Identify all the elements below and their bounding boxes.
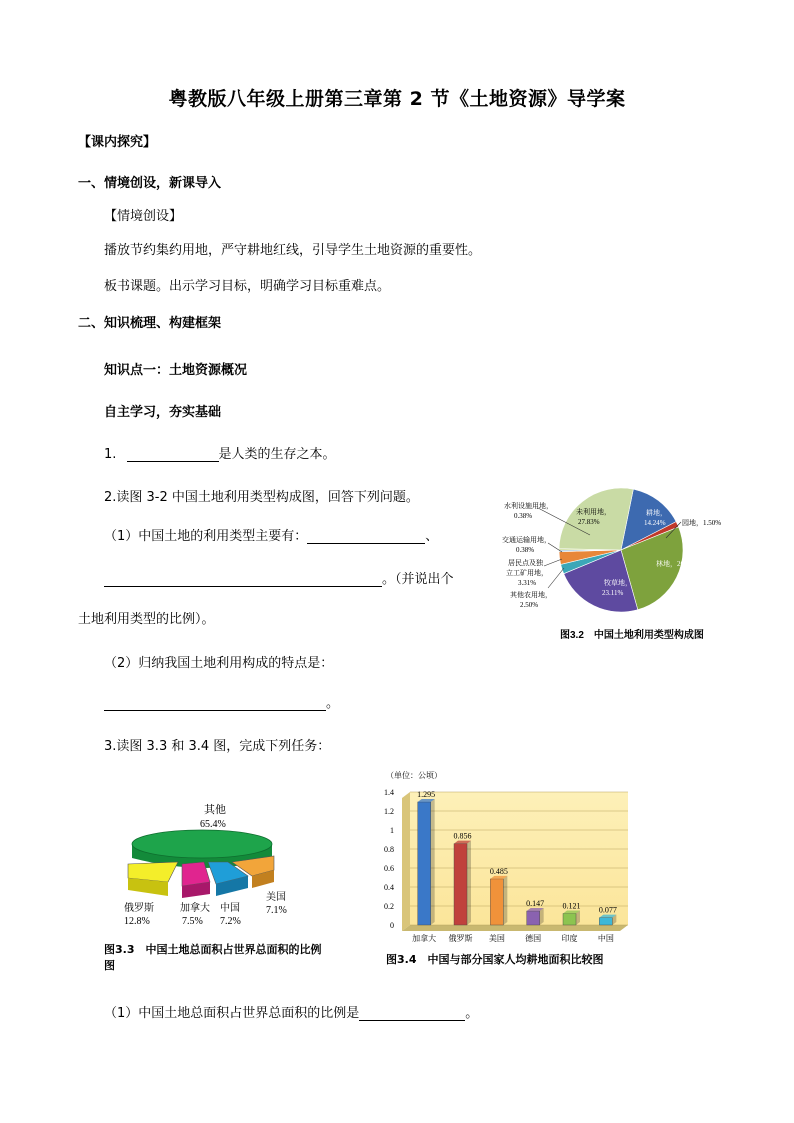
question-3-1 (104, 1002, 478, 1021)
section-tag: 【课内探究】 (78, 135, 157, 150)
bar34-ytick-1: 0.2 (384, 902, 394, 911)
bar34-ytick-0: 0 (390, 921, 394, 930)
bar34-ytick-5: 1 (390, 826, 394, 835)
bar34-bar-side-2 (503, 876, 507, 925)
pie33-label-china: 中国 (220, 903, 240, 914)
question-3-1-blank[interactable] (359, 1020, 465, 1021)
pie32-label-grassland: 牧草地， (604, 579, 632, 587)
bar34-ytick-7: 1.4 (384, 788, 394, 797)
pie33-value-russia: 12.8% (124, 916, 150, 927)
pie32-value-water: 0.38% (514, 512, 533, 520)
bar34-bar-2 (490, 879, 503, 925)
pie32-label-residential-2: 立工矿用地， (506, 569, 548, 577)
pie33-slice-other (132, 830, 272, 858)
pie33-label-russia: 俄罗斯 (124, 903, 154, 914)
bar34-bar-side-1 (467, 841, 471, 925)
bar34-category-4: 印度 (561, 934, 578, 943)
bar34-bar-0 (418, 802, 431, 925)
heading-2: 二、知识梳理、构建框架 (78, 316, 222, 331)
subheading-scenario: 【情境创设】 (104, 209, 183, 224)
bar34-category-2: 美国 (488, 934, 505, 943)
pie32-label-other-ag: 其他农用地， (510, 591, 552, 599)
question-2-1-sep: 、 (425, 529, 439, 544)
pie32-value-residential: 3.31% (518, 579, 537, 587)
self-study-heading: 自主学习，夯实基础 (104, 405, 222, 420)
question-3-1-label: （1）中国土地总面积占世界总面积的比例是 (104, 1006, 360, 1021)
pie32-label-water: 水利设施用地， (504, 502, 553, 510)
bar34-bar-3 (527, 911, 540, 925)
question-2-1-blank-b[interactable] (104, 586, 382, 587)
question-3: 3.读图 3.3 和 3.4 图，完成下列任务： (104, 739, 331, 754)
question-2-2-end: 。 (326, 696, 340, 711)
pie32-label-unused: 未利用地， (576, 508, 611, 516)
bar34-unit: （单位：公顷） (386, 771, 442, 780)
bar34-ytick-4: 0.8 (384, 845, 394, 854)
pie33-value-china: 7.2% (220, 916, 241, 927)
bar34-side-wall (402, 792, 410, 931)
figure-3-3-caption: 图3.3 中国土地总面积占世界总面积的比例图 (104, 943, 322, 972)
pie32-value-grassland: 23.11% (602, 589, 624, 597)
question-2-2-answer (104, 692, 339, 711)
bar34-bar-4 (563, 914, 576, 925)
bar34-value-label-4: 0.121 (562, 901, 581, 911)
figure-3-2-caption: 图3.2 中国土地利用类型构成图 (560, 630, 704, 641)
question-1-text: 是人类的生存之本。 (218, 447, 336, 462)
bar34-category-3: 德国 (525, 934, 542, 943)
question-2-1-line2 (104, 568, 454, 587)
paragraph-1: 播放节约集约用地，严守耕地红线，引导学生土地资源的重要性。 (104, 243, 482, 258)
question-2-1-tail: 。（并说出个 (382, 572, 454, 587)
question-2-2-blank[interactable] (104, 710, 326, 711)
question-2-1-cont: 土地利用类型的比例）。 (78, 612, 215, 627)
bar34-category-1: 俄罗斯 (448, 934, 473, 943)
bar34-value-label-1: 0.856 (453, 831, 472, 841)
question-1-number: 1. (104, 447, 117, 462)
bar34-plot-area (410, 789, 628, 925)
bar34-bar-5 (599, 918, 612, 925)
bar34-category-0: 加拿大 (412, 934, 437, 943)
pie32-label-orchard: 园地，1.50% (682, 519, 722, 527)
pie32-value-other-ag: 2.50% (520, 601, 539, 609)
question-1-blank[interactable] (127, 461, 219, 462)
pie33-label-other: 其他 (204, 804, 226, 816)
bar34-floor (402, 925, 628, 931)
figure-3-4-caption: 图3.4 中国与部分国家人均耕地面积比较图 (386, 953, 604, 966)
heading-1: 一、情境创设，新课导入 (78, 176, 222, 191)
pie32-value-cropland: 14.24% (644, 519, 666, 527)
question-2: 2.读图 3-2 中国土地利用类型构成图，回答下列问题。 (104, 490, 419, 505)
paragraph-2: 板书课题。出示学习目标，明确学习目标重难点。 (104, 279, 391, 294)
question-2-1 (104, 525, 438, 544)
bar34-ytick-2: 0.4 (384, 883, 394, 892)
bar34-value-label-3: 0.147 (526, 899, 545, 909)
question-3-1-end: 。 (465, 1006, 479, 1021)
pie33-value-canada: 7.5% (182, 916, 203, 927)
question-2-2: （2）归纳我国土地利用构成的特点是： (104, 656, 334, 671)
pie32-label-forest: 林地，26.69% (656, 560, 699, 568)
page-title: 粤教版八年级上册第三章第 2 节《土地资源》导学案 (168, 88, 626, 110)
question-1 (104, 443, 336, 462)
figure-3-4-bar-chart (376, 784, 636, 949)
bar34-bar-side-0 (431, 799, 435, 925)
pie33-value-usa: 7.1% (266, 905, 287, 916)
pie32-label-transport: 交通运输用地， (502, 536, 551, 544)
bar34-ytick-6: 1.2 (384, 807, 394, 816)
bar34-value-label-5: 0.077 (598, 905, 617, 915)
pie32-label-residential-1: 居民点及独 (508, 559, 543, 567)
bar34-ytick-3: 0.6 (384, 864, 394, 873)
bar34-value-label-2: 0.485 (489, 866, 508, 876)
bar34-bar-1 (454, 844, 467, 925)
question-2-1-blank-a[interactable] (307, 543, 425, 544)
pie32-label-cropland: 耕地， (646, 509, 667, 517)
pie32-value-transport: 0.38% (516, 546, 535, 554)
pie33-value-other: 65.4% (200, 819, 226, 830)
figure-3-2-land-use-pie (496, 480, 746, 645)
pie33-label-canada: 加拿大 (180, 903, 210, 914)
question-2-1-label: （1）中国土地的利用类型主要有： (104, 529, 308, 544)
bar34-value-label-0: 1.295 (417, 789, 436, 799)
pie32-value-unused: 27.83% (578, 518, 600, 526)
pie33-label-usa: 美国 (266, 892, 286, 903)
bar34-category-5: 中国 (597, 934, 614, 943)
knowledge-point-1: 知识点一：土地资源概况 (104, 363, 248, 378)
